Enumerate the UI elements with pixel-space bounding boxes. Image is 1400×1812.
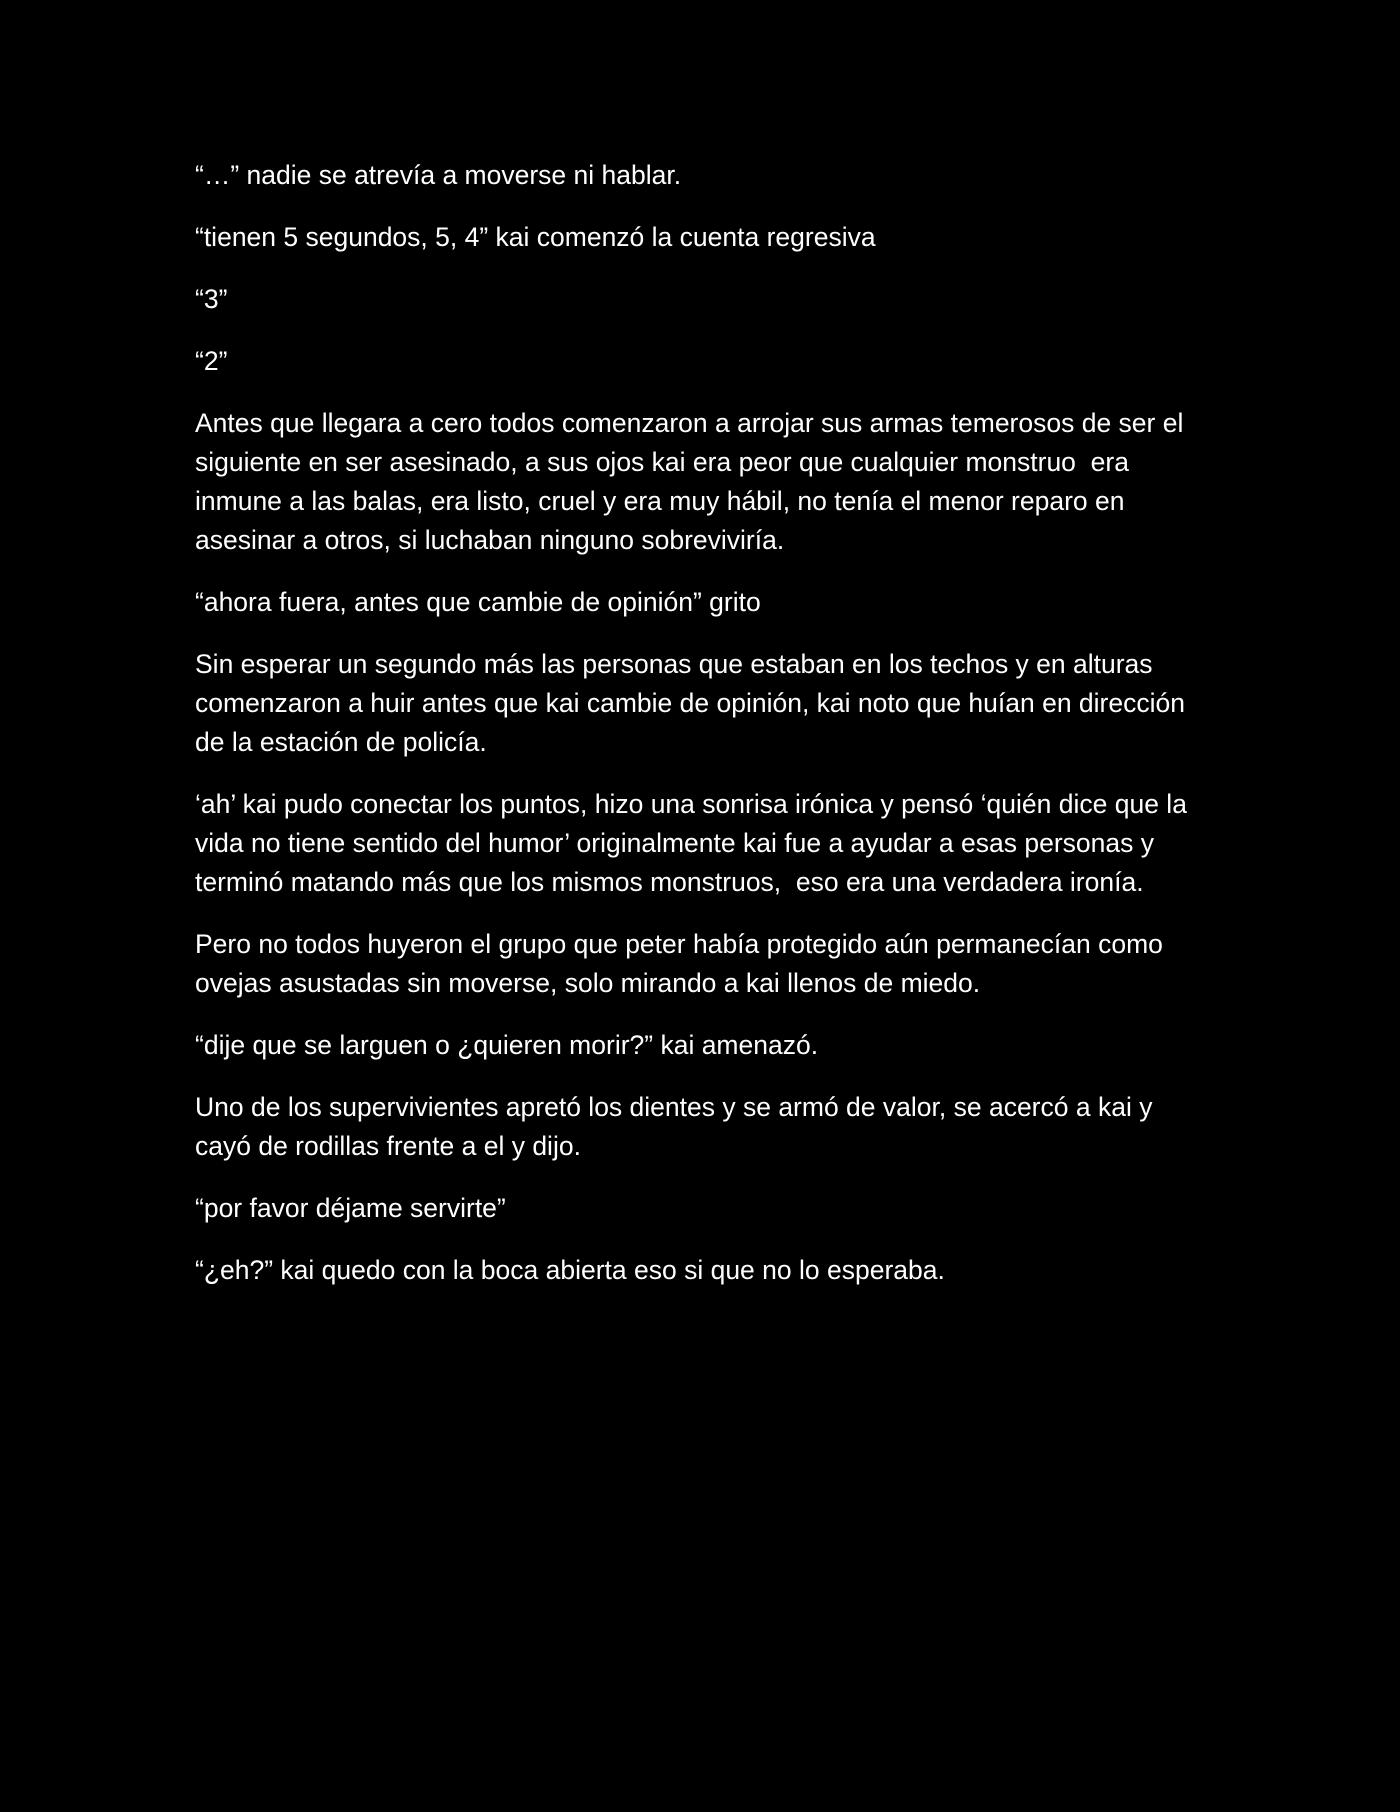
- paragraph: Uno de los supervivientes apretó los dientes y se armó de valor, se acercó a kai y cayó de rodillas frente a el y dijo.: [195, 1092, 1160, 1161]
- paragraph: “2”: [195, 346, 228, 376]
- paragraph: “dije que se larguen o ¿quieren morir?” kai amenazó.: [195, 1030, 819, 1060]
- paragraph: Pero no todos huyeron el grupo que peter había protegido aún permanecían como ovejas asustadas sin moverse, solo mirando a kai llenos de miedo.: [195, 929, 1171, 998]
- paragraph: “tienen 5 segundos, 5, 4” kai comenzó la cuenta regresiva: [195, 222, 876, 252]
- paragraph: “ahora fuera, antes que cambie de opinión” grito: [195, 587, 761, 617]
- paragraph: “¿eh?” kai quedo con la boca abierta eso si que no lo esperaba.: [195, 1255, 945, 1285]
- paragraph: Antes que llegara a cero todos comenzaron a arrojar sus armas temerosos de ser el siguiente en ser asesinado, a sus ojos kai era peor que cualquier monstruo era inmune a las balas, era listo, cruel y era muy hábil, no tenía el menor reparo en asesinar a otros, si luchaban ninguno sobreviviría.: [195, 408, 1191, 555]
- paragraph: “por favor déjame servirte”: [195, 1193, 506, 1223]
- paragraph: Sin esperar un segundo más las personas que estaban en los techos y en alturas comenzaron a huir antes que kai cambie de opinión, kai noto que huían en dirección de la estación de policía.: [195, 649, 1193, 757]
- paragraph: “3”: [195, 284, 228, 314]
- document-page: [195, 156, 1215, 1313]
- paragraph: ‘ah’ kai pudo conectar los puntos, hizo una sonrisa irónica y pensó ‘quién dice que la vida no tiene sentido del humor’ originalmente kai fue a ayudar a esas personas y terminó matando más que los mismos monstruos, eso era una verdadera ironía.: [195, 789, 1195, 897]
- paragraph: “…” nadie se atrevía a moverse ni hablar.: [195, 160, 682, 190]
